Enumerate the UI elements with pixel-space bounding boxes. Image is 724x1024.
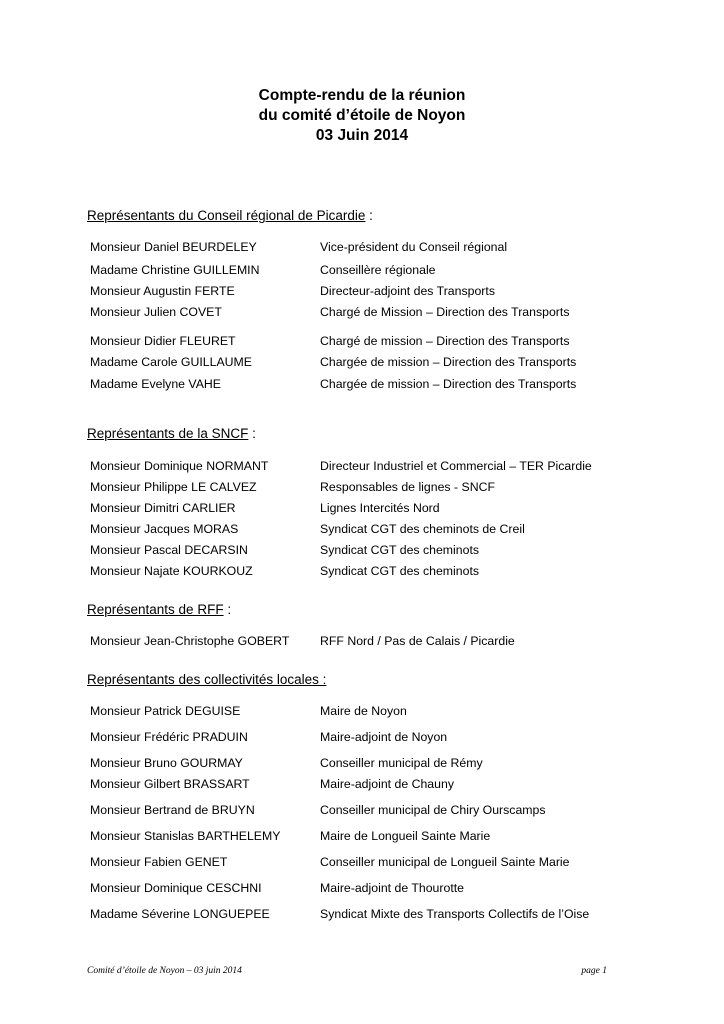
attendee-name: Madame Séverine LONGUEPEE xyxy=(90,907,270,921)
attendee-name: Monsieur Pascal DECARSIN xyxy=(90,543,248,557)
attendee-role: Syndicat CGT des cheminots de Creil xyxy=(320,522,525,536)
attendee-role: Maire-adjoint de Chauny xyxy=(320,777,454,791)
document-title xyxy=(0,86,724,146)
attendee-role: Conseiller municipal de Rémy xyxy=(320,756,483,770)
attendee-name: Monsieur Julien COVET xyxy=(90,305,222,319)
attendee-role: Syndicat Mixte des Transports Collectifs de l’Oise xyxy=(320,907,590,921)
title-line-1: Compte-rendu de la réunion xyxy=(258,87,466,104)
section-heading-suffix: : xyxy=(223,602,232,617)
attendee-role: Conseiller municipal de Chiry Ourscamps xyxy=(320,803,546,817)
title-line-3: 03 Juin 2014 xyxy=(315,127,409,144)
attendee-name: Monsieur Najate KOURKOUZ xyxy=(90,564,253,578)
attendee-role: Maire de Noyon xyxy=(320,704,407,718)
section-heading-text: Représentants de la SNCF xyxy=(87,426,249,441)
attendee-name: Monsieur Bertrand de BRUYN xyxy=(90,803,255,817)
attendee-name: Monsieur Dominique NORMANT xyxy=(90,459,269,473)
section-heading-rff xyxy=(87,602,231,617)
attendee-role: Vice-président du Conseil régional xyxy=(320,240,508,254)
attendee-name: Monsieur Patrick DEGUISE xyxy=(90,704,241,718)
attendee-role: Responsables de lignes - SNCF xyxy=(320,480,495,494)
attendee-role: Maire de Longueil Sainte Marie xyxy=(320,829,491,843)
title-line-2: du comité d’étoile de Noyon xyxy=(258,107,466,124)
attendee-name: Monsieur Dominique CESCHNI xyxy=(90,881,262,895)
attendee-role: RFF Nord / Pas de Calais / Picardie xyxy=(320,634,515,648)
attendee-name: Monsieur Frédéric PRADUIN xyxy=(90,730,248,744)
footer-page-number: page 1 xyxy=(581,966,607,976)
attendee-role: Chargée de mission – Direction des Transports xyxy=(320,377,577,391)
attendee-name: Monsieur Daniel BEURDELEY xyxy=(90,240,257,254)
attendee-name: Madame Carole GUILLAUME xyxy=(90,355,252,369)
section-heading-text: Représentants du Conseil régional de Picardie xyxy=(87,208,366,223)
attendee-name: Monsieur Didier FLEURET xyxy=(90,334,236,348)
attendee-role: Lignes Intercités Nord xyxy=(320,501,440,515)
section-heading-text: Représentants des collectivités locales : xyxy=(87,672,327,687)
attendee-role: Conseiller municipal de Longueil Sainte Marie xyxy=(320,855,570,869)
attendee-name: Monsieur Fabien GENET xyxy=(90,855,228,869)
attendee-name: Monsieur Stanislas BARTHELEMY xyxy=(90,829,281,843)
attendee-role: Syndicat CGT des cheminots xyxy=(320,564,480,578)
section-heading-suffix: : xyxy=(365,208,373,223)
attendee-name: Madame Christine GUILLEMIN xyxy=(90,263,260,277)
attendee-role: Chargé de mission – Direction des Transports xyxy=(320,334,570,348)
attendee-name: Monsieur Augustin FERTE xyxy=(90,284,235,298)
section-heading-text: Représentants de RFF xyxy=(87,602,224,617)
attendee-name: Monsieur Jacques MORAS xyxy=(90,522,239,536)
attendee-role: Chargée de mission – Direction des Transports xyxy=(320,355,577,369)
attendee-name: Madame Evelyne VAHE xyxy=(90,377,221,391)
attendee-name: Monsieur Dimitri CARLIER xyxy=(90,501,236,515)
section-heading-suffix: : xyxy=(248,426,256,441)
attendee-name: Monsieur Gilbert BRASSART xyxy=(90,777,250,791)
attendee-role: Syndicat CGT des cheminots xyxy=(320,543,480,557)
attendee-role: Maire-adjoint de Noyon xyxy=(320,730,448,744)
section-heading-sncf xyxy=(87,426,256,441)
attendee-role: Directeur-adjoint des Transports xyxy=(320,284,495,298)
attendee-name: Monsieur Philippe LE CALVEZ xyxy=(90,480,257,494)
attendee-role: Maire-adjoint de Thourotte xyxy=(320,881,465,895)
attendee-role: Conseillère régionale xyxy=(320,263,436,277)
section-heading-collectivites xyxy=(87,672,326,687)
attendee-role: Chargé de Mission – Direction des Transports xyxy=(320,305,570,319)
attendee-name: Monsieur Jean-Christophe GOBERT xyxy=(90,634,290,648)
section-heading-conseil-regional xyxy=(87,208,373,223)
footer-document-label: Comité d’étoile de Noyon – 03 juin 2014 xyxy=(87,966,242,976)
attendee-name: Monsieur Bruno GOURMAY xyxy=(90,756,243,770)
attendee-role: Directeur Industriel et Commercial – TER Picardie xyxy=(320,459,592,473)
